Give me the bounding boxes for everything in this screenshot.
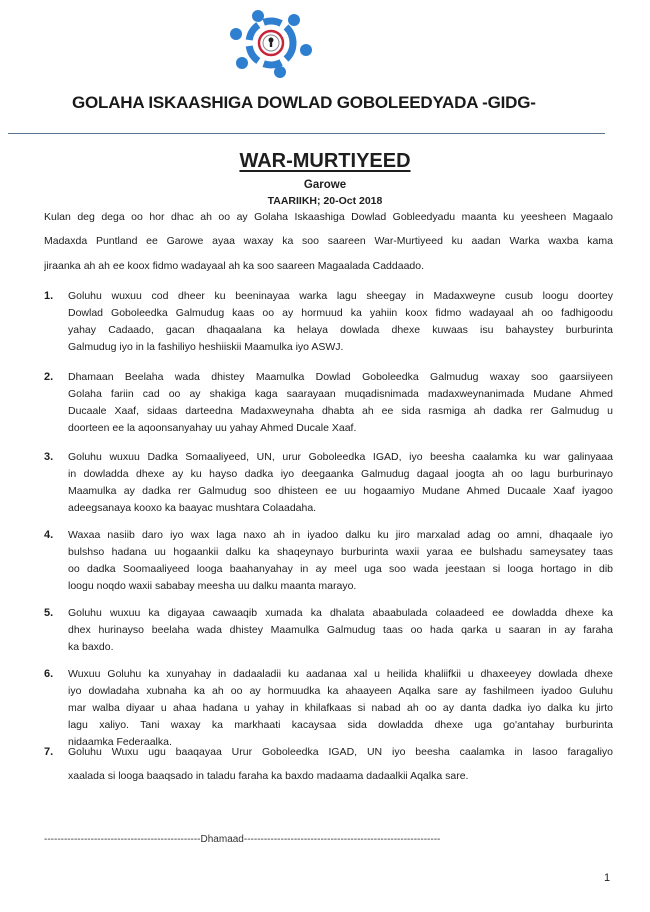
item-line: oo dadka Soomaaliyeed looga baahanyahay in ay meel uga soo wada jeestaan si looga hortago in dib <box>68 563 613 575</box>
item-line: Golaha fariin cad oo ay shakiga kaga saarayaan muqadisnimada madaxweynanimada Mudane Ahmed <box>68 388 613 400</box>
item-line: adeegsanaya kooxo ka baayac mushtara Colaadaha. <box>68 502 317 514</box>
item-line: doorteen ee la aqoonsanyahay uu yahay Ahmed Ducale Xaaf. <box>68 422 357 434</box>
item-line: xaalada si looga baaqsado in taladu faraha ka baxdo madaama dadaalkii Aqalka sare. <box>68 770 469 782</box>
document-title-text: WAR-MURTIYEED <box>239 150 411 172</box>
intro-line: jiraanka ah ah ee koox fidmo wadayaal ah ka soo saareen Magaalada Caddaado. <box>44 260 425 272</box>
item-number: 1. <box>44 290 54 302</box>
item-line: mar walba diyaar u ahaa hadana u yahay in khilafkaas si nabad ah oo ay danta dadka iyo dalka ku jirto <box>68 702 613 714</box>
page-number: 1 <box>604 872 611 884</box>
item-line: in dowladda dhexe ay ku hayso dadka iyo deegaanka Galmudug dagaal joogta ah oo lagu burburinayo <box>68 468 613 480</box>
item-line: dhex hurinayso beelaha wada dhistey Maamulka Galmudug taas oo hada qarka u saaran in ay faraha <box>68 624 613 636</box>
item-line: nidaamka Federaalka. <box>68 736 172 748</box>
document-title <box>0 150 650 173</box>
item-line: Dhamaan Beelaha wada dhistey Maamulka Dowlad Goboleedka Galmudug waxay soo gaarsiiyeen <box>68 371 613 383</box>
item-line: bulshso hadana uu hogaankii dalku ka shaqeynayo burburinta waxii yaraa ee bulshadu sameysatey taas <box>68 546 613 558</box>
item-line: Ducaale Xaaf, sidaas darteedna Madaxweynaha dhabta ah ee sida rasmiga ah dadka rer Galmudug u <box>68 405 613 417</box>
item-line: Goluhu wuxuu cod dheer ku beeninayaa warka lagu sheegay in Madaxweyne cusub loogu doortey <box>68 290 613 302</box>
item-number: 3. <box>44 451 54 463</box>
item-line: Goluhu wuxuu Dadka Somaaliyeed, UN, urur Goboleedka IGAD, iyo beesha caalamka ku war galinyaaa <box>68 451 613 463</box>
item-number: 6. <box>44 668 54 680</box>
item-line: yahay Cadaado, gacan dhaqaalana ka helaya dowlada dhexe kuwaas isu bahaystey burburinta <box>68 324 613 336</box>
item-line: iyo dowladaha xubnaha ka ah oo ay hormuudka ka ahaayeen Aqalka sare ay fashilmeen iyadoo Guluhu <box>68 685 613 697</box>
item-line: ka baxdo. <box>68 641 114 653</box>
item-line: Wuxuu Goluhu ka xunyahay in dadaaladii ku aadanaa xal u heilida khaliifkii u dhaxeeyey dowlada dhexe <box>68 668 613 680</box>
date: TAARIIKH; 20-Oct 2018 <box>267 195 383 207</box>
gidg-logo <box>228 8 314 78</box>
item-number: 5. <box>44 607 54 619</box>
city: Garowe <box>303 179 347 191</box>
header-divider <box>8 133 605 134</box>
item-number: 4. <box>44 529 54 541</box>
item-line: Maamulka ay dadka rer Galmudug soo dhisteen ee uu hogaamiyo Mudane Ahmed Ducaale Xaaf iyagoo <box>68 485 613 497</box>
intro-line: Kulan deg dega oo hor dhac ah oo ay Golaha Iskaashiga Dowlad Gobleedyadu maanta ku yeesheen Magaalo <box>44 211 613 223</box>
item-number: 2. <box>44 371 54 383</box>
organization-name: GOLAHA ISKAASHIGA DOWLAD GOBOLEEDYADA -GIDG- <box>72 93 536 112</box>
item-number: 7. <box>44 746 54 758</box>
item-line: Goluhu wuxuu ka digayaa cawaaqib xumada ka dhalata abaabulada colaadeed ee dowladda dhexe ka <box>68 607 613 619</box>
item-line: Goluhu Wuxu ugu baaqayaa Urur Goboleedka IGAD, UN iyo beesha caalamka in lasoo faragaliyo <box>68 746 613 758</box>
item-line: lagu xaliyo. Tani waxay ka markhaati kacaysaa sida dowladda dhexe uga go'antahay burburinta <box>68 719 613 731</box>
item-line: Waxaa nasiib daro iyo wax laga naxo ah in iyadoo dalku ku jiro marxalad adag oo amni, dhaqaale iyo <box>68 529 613 541</box>
item-line: loogu noqdo waxii sababay meesha uu dalku maanta marayo. <box>68 580 357 592</box>
intro-line: Madaxda Puntland ee Garowe ayaa waxay ka soo saareen War-Murtiyeed ku aadan Warka waxba kama <box>44 235 613 247</box>
end-marker: -----------------------------------------------Dhamaad----------------------------------------------------------- <box>44 834 441 845</box>
item-line: Galmudug iyo in la fashiliyo heshiiskii Maamulka iyo ASWJ. <box>68 341 344 353</box>
item-line: Dowlad Goboleedka Galmudug kaas oo ay hormuud ka yahiin koox fidmo wadayaal ah oo fadhigoodu <box>68 307 613 319</box>
